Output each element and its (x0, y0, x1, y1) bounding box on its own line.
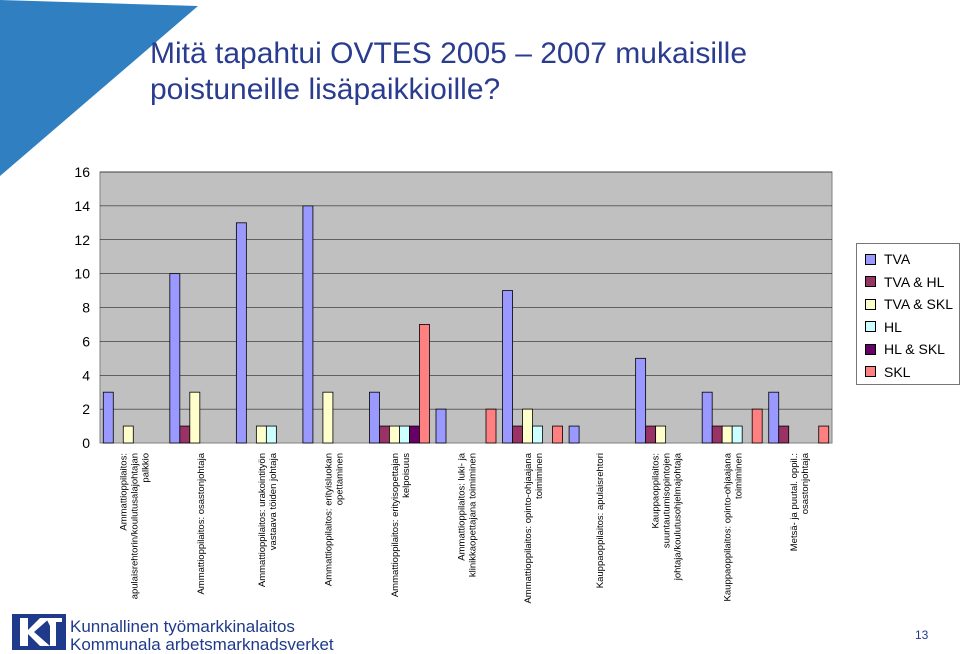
bar (569, 426, 579, 443)
legend-swatch (865, 254, 876, 265)
legend-label: SKL (884, 363, 911, 380)
x-category-label: osastonjohtaja (800, 453, 812, 515)
legend-swatch (865, 344, 876, 355)
bar (533, 426, 543, 443)
legend-item (865, 249, 910, 269)
bar (722, 426, 732, 443)
bar (646, 426, 656, 443)
legend-label: TVA & HL (884, 273, 945, 290)
x-category-label: apulaisrehtorin/koulutusalajohtajan (129, 453, 141, 600)
bar (779, 426, 789, 443)
bar (170, 274, 180, 443)
y-tick-label: 0 (82, 435, 90, 451)
title-line-2: poistuneille lisäpaikkioille? (150, 73, 501, 106)
x-category-label: toimiminen (534, 453, 546, 499)
x-category-label: Ammattioppilaitos: luki- ja (456, 453, 468, 561)
y-tick-label: 6 (82, 333, 90, 350)
legend-label: TVA & SKL (884, 296, 953, 312)
y-tick-label: 4 (82, 367, 90, 384)
bar (752, 409, 762, 443)
legend-item (865, 339, 945, 359)
title-line-1: Mitä tapahtui OVTES 2005 – 2007 mukaisille (150, 37, 747, 70)
legend-item (865, 272, 944, 292)
legend-swatch (865, 299, 876, 310)
bar (712, 426, 722, 443)
x-category-label: Kauppaoppilaitos: opinto-ohjaajana (722, 453, 734, 602)
bar (303, 206, 313, 443)
bar (266, 426, 276, 443)
x-category-label: Kauppaoppilaitos: apulaisrehtori (595, 453, 607, 589)
bar (389, 426, 399, 443)
bar (553, 426, 563, 443)
bar (256, 426, 266, 443)
bar (732, 426, 742, 443)
x-category-label: Kauppaoppilaitos: (650, 453, 662, 529)
x-category-label: klinikkaopettajana toimiminen (467, 453, 479, 578)
bar (656, 426, 666, 443)
bar (769, 392, 779, 443)
bar (819, 426, 829, 443)
x-category-label: toimiminen (733, 453, 745, 499)
organization-name (70, 618, 334, 654)
bar (399, 426, 409, 443)
bar (702, 392, 712, 443)
x-category-label: suuntautumisopintojen (661, 453, 673, 549)
y-tick-label: 10 (74, 265, 90, 282)
legend-swatch (865, 366, 876, 377)
x-category-label: johtaja/koulutusohjelmajohtaja (672, 453, 684, 581)
bar (103, 392, 113, 443)
legend-label: TVA (884, 251, 911, 267)
ktm-logo-icon (12, 614, 66, 650)
bar (636, 358, 646, 443)
x-category-label: vastaava töiden johtaja (267, 453, 279, 551)
bar (409, 426, 419, 443)
legend-item (865, 362, 910, 382)
x-category-label: palkkio (140, 453, 152, 483)
bar (523, 409, 533, 443)
bar (180, 426, 190, 443)
x-category-label: opettaminen (334, 453, 346, 506)
bar (513, 426, 523, 443)
bar (369, 392, 379, 443)
y-axis-ticks (74, 164, 90, 451)
page-number: 13 (915, 628, 929, 642)
y-tick-label: 16 (74, 164, 90, 180)
bar (123, 426, 133, 443)
bar (419, 324, 429, 443)
bar (503, 291, 513, 443)
y-tick-label: 8 (82, 299, 90, 316)
x-category-label: Ammattioppilaitos: osastonjohtaja (195, 453, 207, 595)
x-category-label: Ammattioppilaitos: opinto-ohjaajana (523, 453, 535, 604)
legend-label: HL & SKL (884, 341, 945, 357)
bar (379, 426, 389, 443)
legend-swatch (865, 276, 876, 287)
x-category-label: Ammattioppilaitos: erityisopettajan (389, 453, 401, 598)
org-line-2: Kommunala arbetsmarknadsverket (70, 635, 334, 654)
bar (323, 392, 333, 443)
legend-swatch (865, 321, 876, 332)
legend (856, 243, 960, 385)
x-category-label: Ammattioppilaitos: erityisluokan (323, 453, 335, 587)
x-category-label: Ammattioppilaitos: urakointityön (256, 453, 268, 588)
x-category-label: Metsä- ja puutal. oppil.: (789, 453, 801, 552)
x-category-label: kelpoisuus (400, 453, 412, 498)
x-axis-labels (118, 452, 811, 603)
bar (190, 392, 200, 443)
legend-item (865, 317, 902, 337)
y-tick-label: 12 (74, 231, 90, 248)
x-category-label: Ammattioppilaitos: (118, 453, 130, 531)
bar (486, 409, 496, 443)
bar (236, 223, 246, 443)
legend-item (865, 294, 953, 314)
legend-label: HL (884, 318, 902, 335)
y-tick-label: 14 (74, 197, 90, 214)
y-tick-label: 2 (82, 401, 90, 418)
bar (436, 409, 446, 443)
org-line-1: Kunnallinen työmarkkinalaitos (70, 617, 295, 636)
